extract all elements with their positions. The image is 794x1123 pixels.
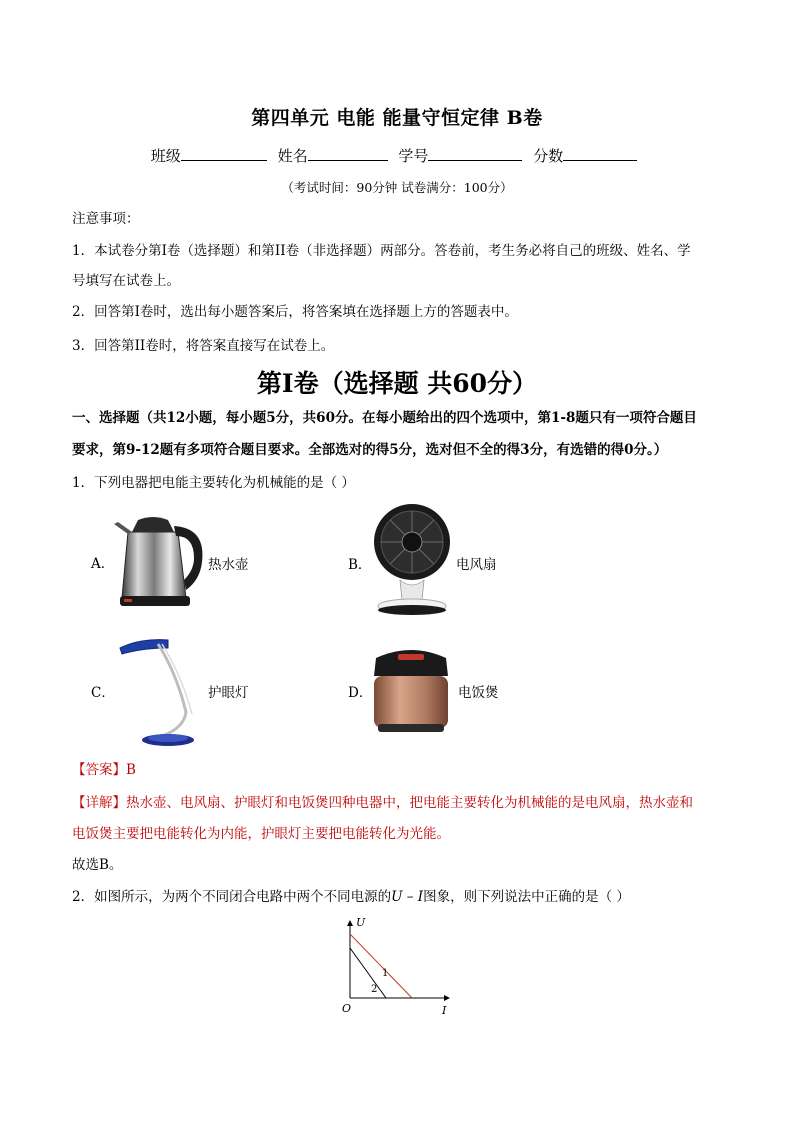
rice-cooker-image (368, 644, 454, 736)
question-2-stem (72, 884, 732, 910)
option-c-letter: C． (91, 685, 115, 701)
note-item-1-continued: 号填写在试卷上。 (72, 273, 180, 289)
question-2-math: U – I (391, 889, 424, 905)
option-d-label: 电饭煲 (458, 685, 499, 701)
x-axis-arrow (444, 995, 450, 1001)
score-field-blank[interactable] (563, 145, 637, 161)
explanation-block (72, 788, 732, 850)
origin-label: O (342, 1002, 352, 1015)
notes-heading: 注意事项： (72, 211, 140, 227)
line-1-label: 1 (382, 968, 389, 979)
question-2-stem-start: 2．如图所示，为两个不同闭合电路中两个不同电源的 (72, 889, 392, 905)
line-2-label: 2 (371, 984, 378, 995)
page-title: 第四单元 电能 能量守恒定律 B卷 (251, 107, 543, 129)
option-a-letter: A． (91, 556, 115, 572)
option-b-letter: B． (348, 557, 372, 573)
conclusion: 故选B。 (72, 857, 123, 873)
option-b-label: 电风扇 (456, 557, 497, 573)
question-2-stem-end: 图象，则下列说法中正确的是（ ） (423, 889, 630, 905)
name-field-label: 姓名 (277, 147, 308, 165)
name-field-blank[interactable] (308, 145, 388, 161)
answer-line (72, 757, 732, 783)
y-axis-label: U (356, 916, 366, 929)
section-instruction-line-2: 要求，第9-12题有多项符合题目要求。全部选对的得5分，选对但不全的得3分，有选错的得0分。） (72, 442, 668, 458)
note-item-2: 2．回答第Ⅰ卷时，选出每小题答案后，将答案填在选择题上方的答题表中。 (72, 304, 518, 320)
explanation-tag: 【详解】 (72, 795, 126, 811)
kettle-image (108, 510, 208, 610)
answer-tag: 【答案】 (72, 762, 126, 778)
desk-lamp-image (112, 632, 208, 750)
student-number-field-blank[interactable] (428, 145, 522, 161)
note-item-1: 1．本试卷分第Ⅰ卷（选择题）和第II卷（非选择题）两部分。答卷前，考生务必将自己的班级、姓名、学 (72, 243, 691, 259)
graph-line-1 (350, 934, 412, 998)
class-field-blank[interactable] (181, 145, 267, 161)
student-number-field-label: 学号 (398, 147, 429, 165)
fan-image (370, 500, 452, 618)
option-c-label: 护眼灯 (208, 685, 249, 701)
graph-line-2 (350, 948, 389, 998)
u-i-graph (336, 912, 456, 1016)
student-info-line (0, 145, 794, 166)
question-1-stem: 1．下列电器把电能主要转化为机械能的是（ ） (72, 475, 355, 491)
score-field-label: 分数 (533, 147, 564, 165)
answer-value: B (126, 762, 136, 778)
note-item-3: 3．回答第II卷时，将答案直接写在试卷上。 (72, 338, 335, 354)
exam-info: （考试时间：90分钟 试卷满分：100分） (281, 180, 513, 195)
y-axis-arrow (347, 920, 353, 926)
class-field-label: 班级 (150, 147, 181, 165)
x-axis-label: I (442, 1004, 447, 1016)
explanation-line-2: 电饭煲主要把电能转化为内能，护眼灯主要把电能转化为光能。 (72, 826, 450, 842)
option-a-label: 热水壶 (208, 557, 249, 573)
option-d-letter: D． (348, 685, 373, 701)
section-instruction-line-1: 一、选择题（共12小题，每小题5分，共60分。在每小题给出的四个选项中，第1-8题只有一项符合题目 (72, 410, 697, 426)
explanation-line-1: 热水壶、电风扇、护眼灯和电饭煲四种电器中，把电能主要转化为机械能的是电风扇，热水壶和 (126, 795, 693, 811)
section-title: 第Ⅰ卷（选择题 共60分） (256, 369, 538, 398)
